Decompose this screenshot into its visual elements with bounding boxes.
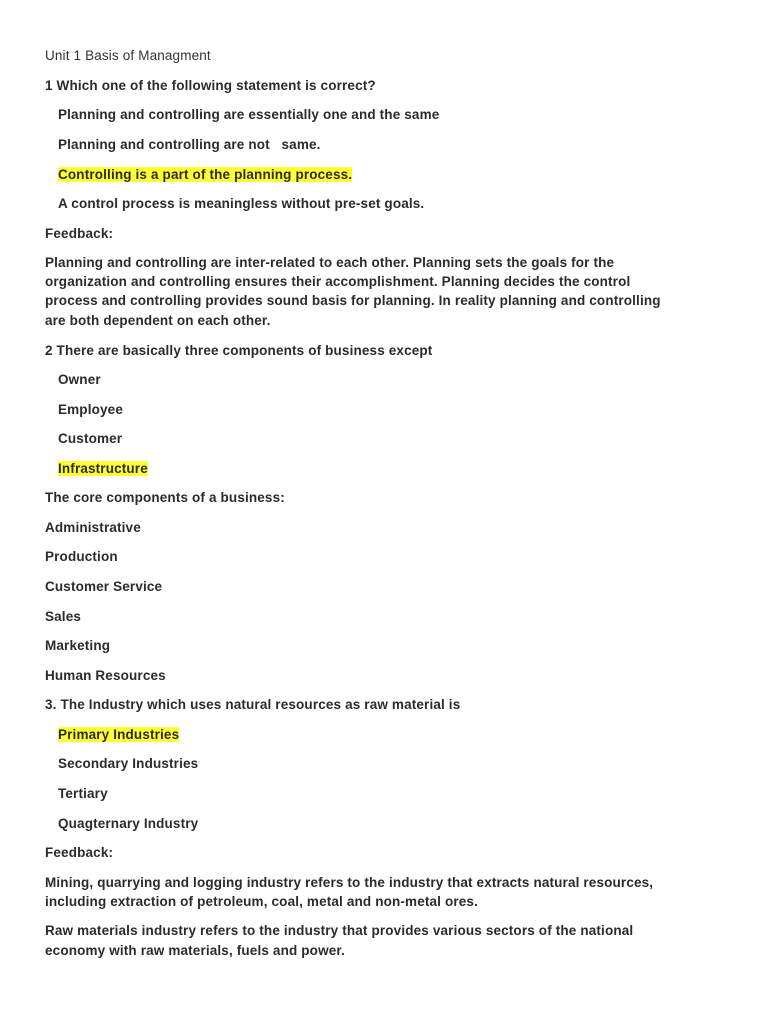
q1-option-1: Planning and controlling are essentially one and the same <box>58 107 440 122</box>
q3-highlighted-answer: Primary Industries <box>58 727 180 742</box>
question-2: 2 There are basically three components of business except <box>45 343 433 358</box>
q2-option-4-correct <box>58 459 148 479</box>
q1-option-4: A control process is meaningless without pre-set goals. <box>58 196 425 211</box>
q3-option-4: Quagternary Industry <box>58 816 199 831</box>
q2-option-2: Employee <box>58 402 123 417</box>
q1-highlighted-answer: Controlling is a part of the planning process. <box>58 167 353 182</box>
q1-feedback-line-3: process and controlling provides sound basis for planning. In reality planning and controlling <box>45 293 661 308</box>
q3-option-3: Tertiary <box>58 786 108 801</box>
core-item: Human Resources <box>45 668 166 683</box>
q2-option-1: Owner <box>58 372 101 387</box>
core-item: Administrative <box>45 520 141 535</box>
core-components-heading: The core components of a business: <box>45 490 285 505</box>
q1-feedback-line-1: Planning and controlling are inter-related to each other. Planning sets the goals for the <box>45 255 615 270</box>
page-title: Unit 1 Basis of Managment <box>45 48 211 63</box>
q1-feedback-label: Feedback: <box>45 226 114 241</box>
core-item: Customer Service <box>45 579 163 594</box>
q3-feedback-p2-line-1: Raw materials industry refers to the industry that provides various sectors of the national <box>45 923 634 938</box>
core-item: Production <box>45 549 118 564</box>
core-item: Marketing <box>45 638 111 653</box>
q1-option-2: Planning and controlling are not same. <box>58 137 321 152</box>
q2-option-3: Customer <box>58 431 123 446</box>
q3-feedback-label: Feedback: <box>45 845 114 860</box>
q3-option-1-correct <box>58 725 179 745</box>
question-1: 1 Which one of the following statement is correct? <box>45 78 376 93</box>
q1-option-3-correct <box>58 165 352 185</box>
q3-option-2: Secondary Industries <box>58 756 199 771</box>
q1-feedback-line-2: organization and controlling ensures their accomplishment. Planning decides the control <box>45 274 631 289</box>
q3-feedback-p2-line-2: economy with raw materials, fuels and power. <box>45 943 345 958</box>
q3-feedback-p1-line-1: Mining, quarrying and logging industry refers to the industry that extracts natural resources, <box>45 875 654 890</box>
question-3: 3. The Industry which uses natural resources as raw material is <box>45 697 461 712</box>
core-item: Sales <box>45 609 82 624</box>
q2-highlighted-answer: Infrastructure <box>58 461 148 476</box>
q3-feedback-p1-line-2: including extraction of petroleum, coal, metal and non-metal ores. <box>45 894 478 909</box>
q1-feedback-line-4: are both dependent on each other. <box>45 313 271 328</box>
